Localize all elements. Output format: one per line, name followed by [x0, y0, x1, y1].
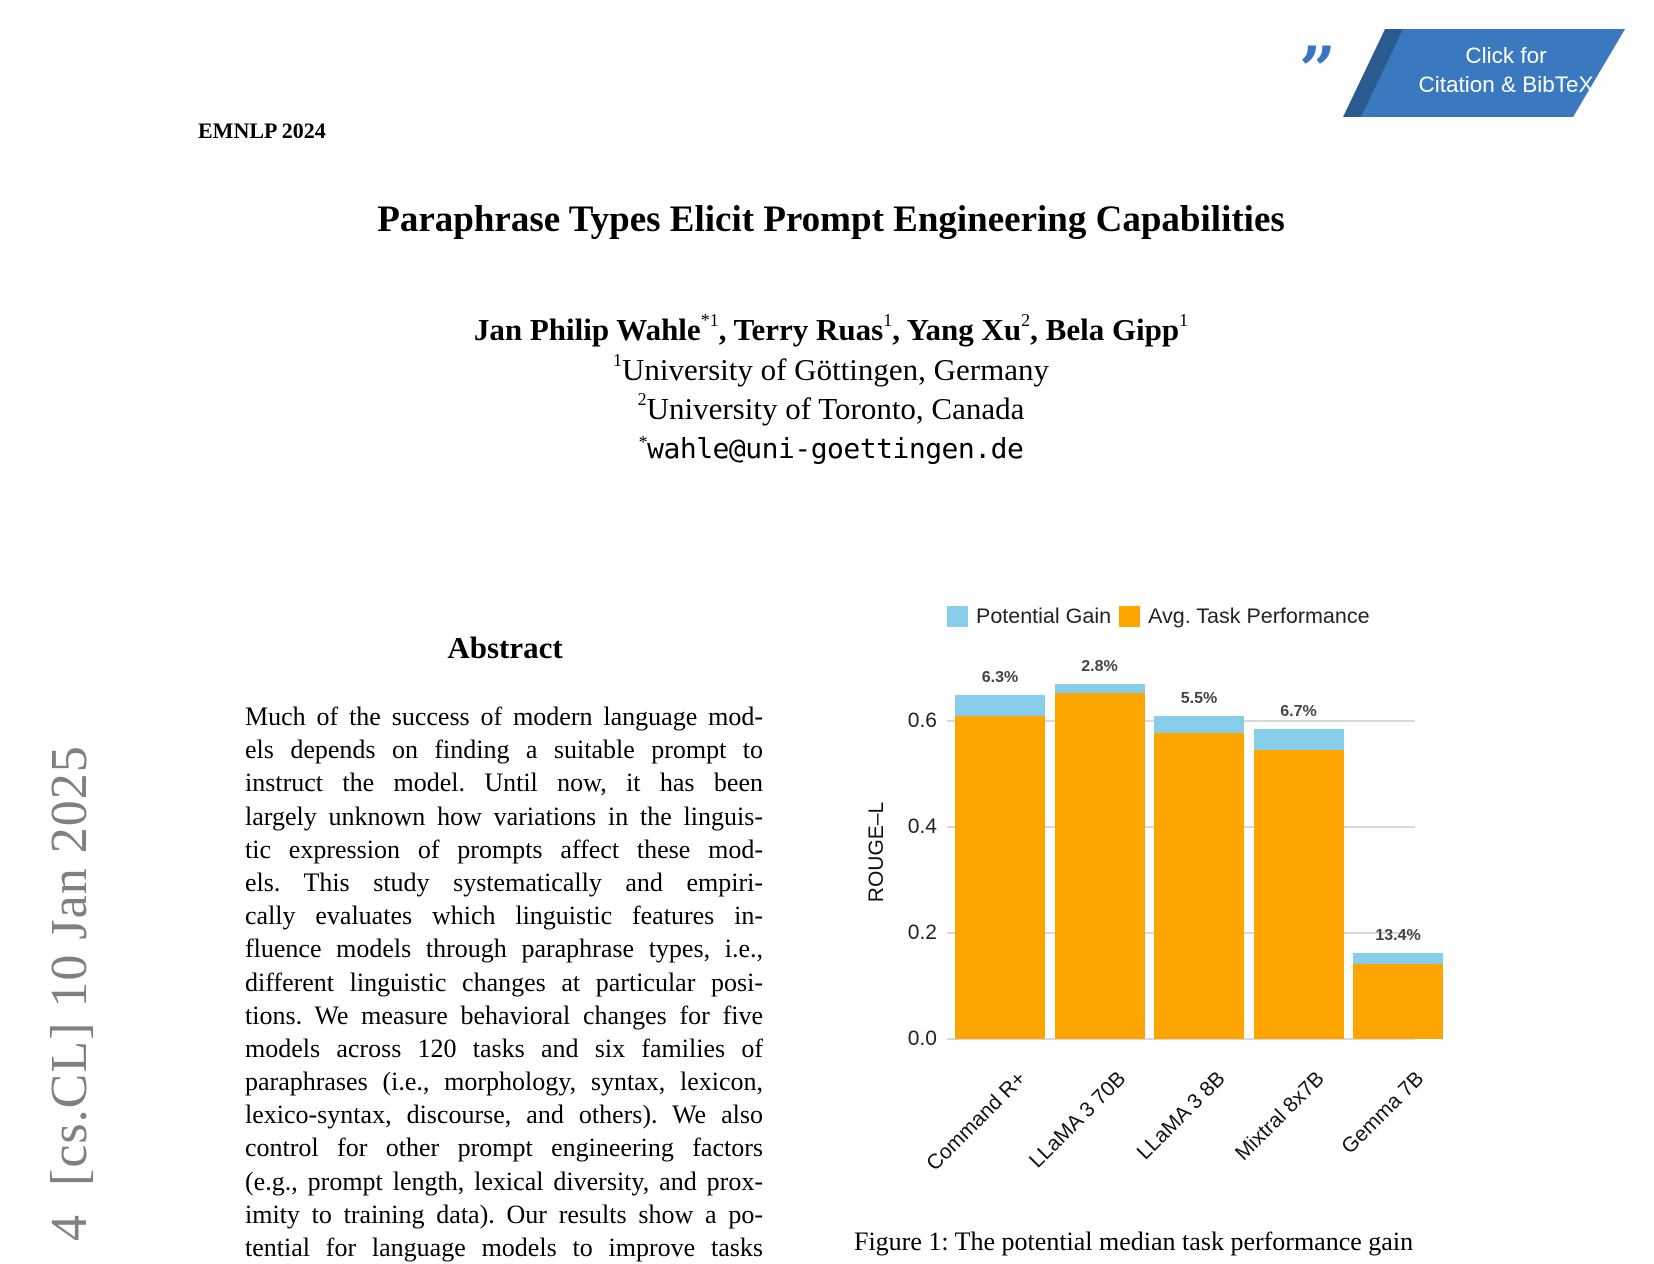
abstract-line: tions. We measure behavioral changes for five — [245, 1000, 763, 1030]
bar-segment-gain — [1254, 729, 1344, 749]
figure-caption: Figure 1: The potential median task performance gain — [854, 1227, 1414, 1256]
y-tick-label: 0.0 — [907, 1027, 937, 1050]
bar-mixtral-8x7b — [1254, 729, 1344, 1039]
affiliation — [0, 352, 1654, 388]
author-name: Jan Philip Wahle — [473, 312, 701, 347]
legend-item-avg — [1119, 604, 1369, 629]
email-text: wahle@uni-goettingen.de — [647, 432, 1024, 465]
legend-swatch-avg — [1119, 606, 1140, 627]
bar-gemma-7b — [1353, 953, 1443, 1039]
abstract-line: fluence models through paraphrase types, i.e., — [245, 934, 763, 964]
author-sup: 1 — [1179, 310, 1189, 330]
abstract-line: imity to training data). Our results show a po- — [245, 1199, 763, 1229]
bar-llama-3-70b — [1055, 684, 1145, 1039]
bar-value-label: 5.5% — [1180, 689, 1218, 707]
bar-segment-avg — [1353, 964, 1443, 1039]
abstract-line: tic expression of prompts affect these mod- — [245, 834, 763, 864]
abstract-body — [245, 700, 763, 1264]
author-separator: , — [1030, 312, 1046, 347]
author-separator: , — [718, 312, 734, 347]
chart-legend — [947, 604, 1378, 629]
author-separator: , — [892, 312, 907, 347]
abstract-line: models across 120 tasks and six families of — [245, 1033, 763, 1063]
arxiv-stamp — [40, 745, 99, 1241]
bar-value-label: 6.3% — [981, 668, 1019, 686]
abstract-line: instruct the model. Until now, it has been — [245, 768, 763, 798]
author-sup: 1 — [883, 310, 893, 330]
affiliation-sup: 1 — [612, 350, 622, 370]
bar-value-label: 2.8% — [1081, 657, 1118, 675]
email-sup: * — [638, 432, 648, 452]
abstract-line: lexico-syntax, discourse, and others). We also — [245, 1100, 763, 1130]
author-name: Yang Xu — [906, 312, 1022, 347]
y-tick-label: 0.2 — [907, 921, 937, 944]
bar-value-label: 13.4% — [1375, 927, 1421, 945]
y-tick-label: 0.4 — [907, 815, 937, 838]
citation-button[interactable] — [1299, 29, 1629, 117]
arxiv-stamp-text: [cs.CL] 10 Jan 2025 — [41, 745, 98, 1186]
citation-line-1: Click for — [1465, 43, 1547, 68]
abstract-heading: Abstract — [447, 630, 563, 665]
bar-segment-avg — [1154, 733, 1244, 1039]
bar-segment-gain — [1353, 953, 1443, 964]
y-tick-label: 0.6 — [907, 709, 937, 732]
citation-banner[interactable] — [1343, 29, 1625, 117]
x-tick-label: Mixtral 8x7B — [1230, 1067, 1329, 1165]
affiliation-text: University of Toronto, Canada — [646, 391, 1025, 426]
abstract-line: control for other prompt engineering factors — [245, 1133, 763, 1163]
bar-segment-gain — [1055, 684, 1145, 694]
author-sup: 2 — [1021, 310, 1031, 330]
x-tick-label: Command R+ — [922, 1067, 1031, 1176]
quote-icon: ” — [1299, 33, 1330, 108]
author-list — [0, 312, 1654, 348]
abstract-line: (e.g., prompt length, lexical diversity, and prox- — [245, 1166, 763, 1196]
bar-llama-3-8b — [1154, 716, 1244, 1039]
bar-segment-gain — [1154, 716, 1244, 733]
bar-segment-avg — [1254, 750, 1344, 1039]
abstract-line: els depends on finding a suitable prompt to — [245, 735, 763, 765]
abstract-line: cally evaluates which linguistic features in- — [245, 901, 763, 931]
legend-label: Avg. Task Performance — [1148, 604, 1370, 628]
abstract-line: different linguistic changes at particular posi- — [245, 967, 763, 997]
abstract-line: largely unknown how variations in the linguis- — [245, 801, 763, 831]
bar-segment-avg — [955, 716, 1045, 1039]
author-name: Bela Gipp — [1045, 312, 1180, 347]
legend-swatch-gain — [947, 606, 968, 627]
legend-label: Potential Gain — [976, 604, 1112, 628]
venue-label: EMNLP 2024 — [198, 118, 326, 143]
author-name: Terry Ruas — [733, 312, 884, 347]
x-tick-label: Gemma 7B — [1337, 1067, 1429, 1159]
bar-chart — [845, 590, 1475, 1190]
citation-line-2: Citation & BibTeX — [1418, 72, 1594, 97]
bar-segment-avg — [1055, 693, 1145, 1039]
affiliation-text: University of Göttingen, Germany — [621, 352, 1050, 387]
author-email — [0, 432, 1654, 465]
abstract-line: paraphrases (i.e., morphology, syntax, lexicon, — [245, 1067, 763, 1097]
abstract-line: tential for language models to improve tasks — [245, 1233, 763, 1262]
bar-segment-gain — [955, 695, 1045, 716]
affiliation-sup: 2 — [637, 389, 647, 409]
legend-item-gain — [947, 604, 1111, 629]
affiliation — [0, 391, 1654, 427]
author-sup: *1 — [700, 310, 719, 330]
x-tick-label: LLaMA 3 70B — [1024, 1067, 1130, 1173]
x-tick-label: LLaMA 3 8B — [1132, 1067, 1230, 1165]
bar-value-label: 6.7% — [1280, 703, 1317, 721]
arxiv-stamp-cut: 4 — [41, 1214, 98, 1241]
paper-title: Paraphrase Types Elicit Prompt Engineering Capabilities — [377, 199, 1285, 240]
abstract-line: Much of the success of modern language mod- — [245, 702, 763, 731]
y-axis-title: ROUGE–L — [865, 801, 888, 903]
abstract-line: els. This study systematically and empiri- — [245, 867, 763, 897]
bar-command-r- — [955, 695, 1045, 1040]
